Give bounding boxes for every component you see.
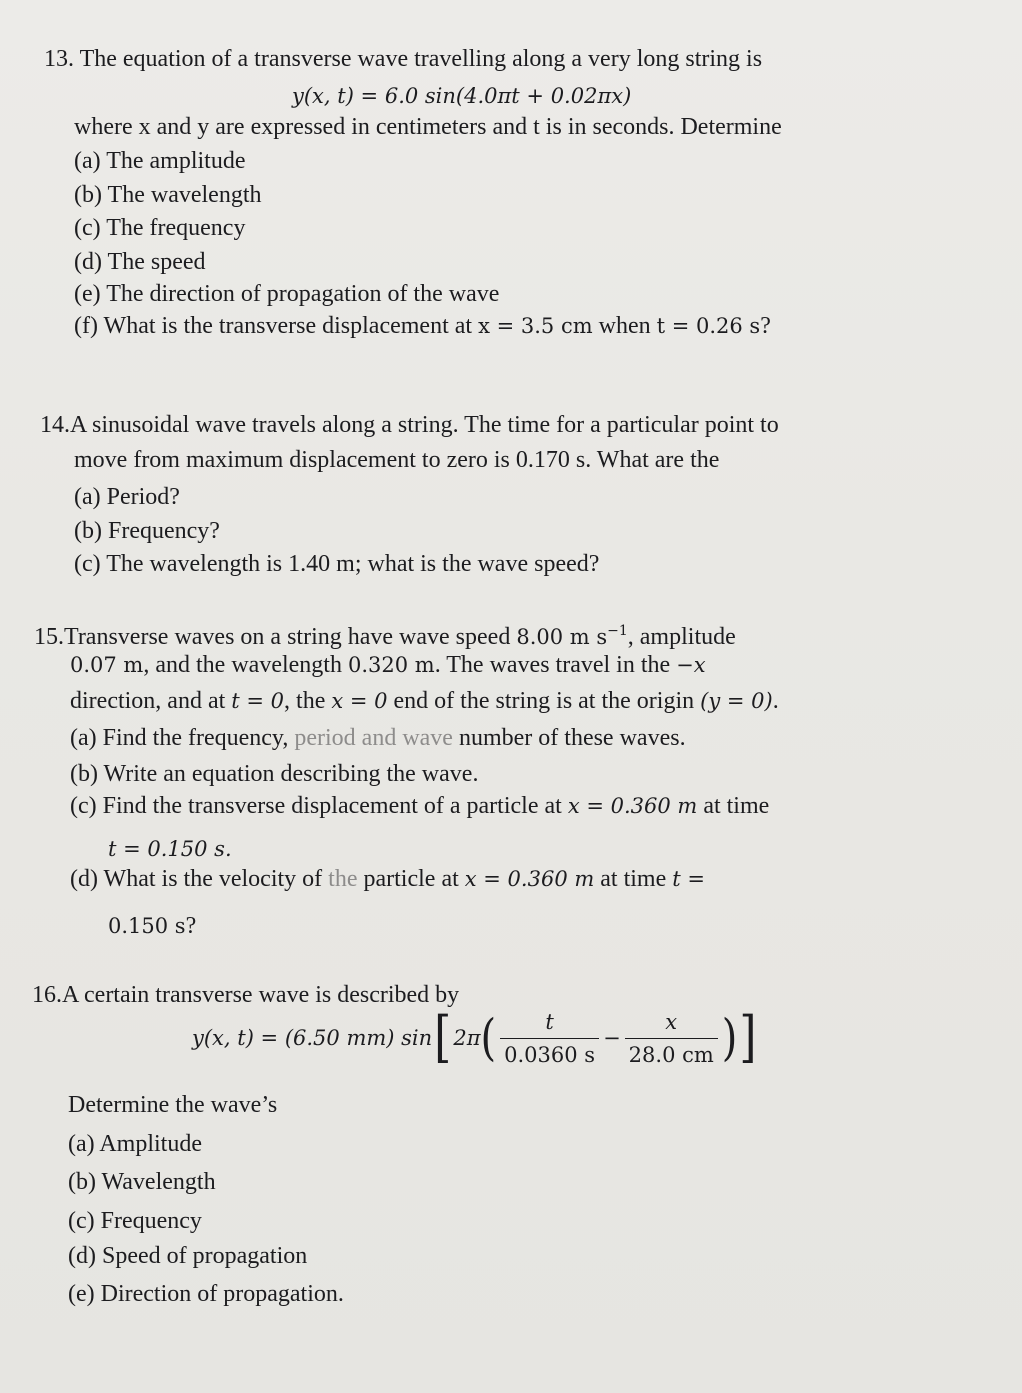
- q15-c-text: (c) Find the transverse displacement of a particle at: [70, 793, 562, 819]
- q15-speed: 8.00 m s: [516, 625, 608, 649]
- q15-d-line2: [108, 911, 196, 941]
- q15-direction: −x: [676, 653, 706, 677]
- q16-eq-open-bracket: [: [434, 1005, 452, 1070]
- q15-a-faded: period and wave: [294, 725, 453, 751]
- q15-line3: [70, 686, 779, 716]
- q15-d-text-a: (d) What is the velocity of: [70, 866, 323, 892]
- q16-eq-frac-t: [500, 1010, 599, 1067]
- q15-d-text-b: particle at: [363, 866, 459, 892]
- q13-f-x: x = 3.5 cm: [478, 314, 593, 338]
- q15-a-start: (a) Find the frequency,: [70, 725, 289, 751]
- q16-eq-close-paren: ): [721, 1009, 738, 1067]
- q14-text1: A sinusoidal wave travels along a string. The time for a particular point to: [70, 412, 779, 438]
- q16-eq-two-pi: 2π: [453, 1026, 481, 1050]
- q16-determine: Determine the wave’s: [68, 1092, 278, 1118]
- q14-line1: [40, 410, 779, 440]
- q13-where: where x and y are expressed in centimeters and t is in seconds. Determine: [74, 114, 782, 140]
- q16-intro: A certain transverse wave is described by: [62, 982, 460, 1008]
- q15-line1: [34, 616, 736, 652]
- q16-part-b: (b) Wavelength: [68, 1169, 216, 1195]
- q15-part-a: [70, 723, 686, 753]
- q15-c-t: t = 0.150 s.: [108, 837, 232, 861]
- q15-text3e: end of the string is at the origin: [393, 688, 695, 714]
- q15-text1: Transverse waves on a string have wave speed: [64, 624, 511, 650]
- q14-number: 14.: [40, 412, 70, 438]
- q15-line2: [70, 650, 706, 680]
- q15-a-end: number of these waves.: [458, 725, 686, 751]
- q13-part-c: (c) The frequency: [74, 215, 246, 241]
- q15-d-t: t =: [672, 867, 705, 891]
- q15-text3a: direction, and at: [70, 688, 226, 714]
- q15-text2d: . The waves travel in the: [434, 652, 671, 678]
- q16-equation: [192, 1002, 759, 1074]
- q14-part-c: (c) The wavelength is 1.40 m; what is the wave speed?: [74, 551, 600, 577]
- q15-d-time: at time: [600, 866, 667, 892]
- q15-t0: t = 0: [231, 689, 285, 713]
- q13-part-b: (b) The wavelength: [74, 182, 262, 208]
- q15-text3g: .: [772, 688, 779, 714]
- q13-f-text: (f) What is the transverse displacement at: [74, 313, 473, 339]
- q13-part-a: (a) The amplitude: [74, 148, 246, 174]
- q16-eq-t-den: 0.0360 s: [500, 1038, 599, 1067]
- q13-intro-line: [44, 44, 762, 74]
- q16-eq-lhs: y(x, t) = (6.50 mm) sin: [192, 1026, 433, 1050]
- q16-eq-minus: −: [603, 1026, 621, 1050]
- q16-eq-open-paren: (: [480, 1009, 497, 1067]
- q16-part-e: (e) Direction of propagation.: [68, 1281, 344, 1307]
- q13-part-e: (e) The direction of propagation of the wave: [74, 281, 500, 307]
- q15-d-faded: the: [328, 866, 358, 892]
- q14-line2: move from maximum displacement to zero is 0.170 s. What are the: [74, 447, 720, 473]
- q15-wavelength: 0.320 m: [347, 653, 435, 677]
- q15-amplitude: 0.07 m: [70, 653, 144, 677]
- q15-text2b: , and the wavelength: [143, 652, 342, 678]
- q15-part-c: [70, 791, 769, 821]
- q13-part-d: (d) The speed: [74, 249, 206, 275]
- q15-number: 15.: [34, 624, 64, 650]
- q16-eq-close-bracket: ]: [739, 1005, 757, 1070]
- q16-part-c: (c) Frequency: [68, 1208, 202, 1234]
- q16-part-a: (a) Amplitude: [68, 1131, 202, 1157]
- q14-part-a: (a) Period?: [74, 484, 180, 510]
- q13-equation: y(x, t) = 6.0 sin(4.0πt + 0.02πx): [292, 84, 632, 108]
- q16-eq-x-den: 28.0 cm: [625, 1038, 718, 1067]
- q15-d-x: x = 0.360 m: [464, 867, 595, 891]
- q16-number: 16.: [32, 982, 62, 1008]
- q13-f-when: when: [598, 313, 651, 339]
- q15-text1b: , amplitude: [627, 624, 736, 650]
- q15-d-t2: 0.150 s: [108, 914, 186, 938]
- q15-x0: x = 0: [331, 689, 388, 713]
- q13-f-t: t = 0.26 s: [656, 314, 761, 338]
- q13-number: 13.: [44, 46, 74, 72]
- q16-eq-frac-x: [625, 1010, 718, 1067]
- q13-intro: The equation of a transverse wave travelling along a very long string is: [79, 46, 763, 72]
- q16-eq-t-num: t: [545, 1009, 554, 1034]
- q15-y0: (y = 0): [700, 689, 773, 713]
- q15-text3c: , the: [284, 688, 326, 714]
- q15-c-time: at time: [703, 793, 770, 819]
- q15-part-d: [70, 864, 705, 894]
- q15-d-end: ?: [185, 913, 197, 939]
- q13-f-end: ?: [760, 313, 771, 339]
- q15-part-b: (b) Write an equation describing the wave.: [70, 761, 479, 787]
- q14-part-b: (b) Frequency?: [74, 518, 220, 544]
- q15-c-x: x = 0.360 m: [567, 794, 698, 818]
- q15-speed-sup: −1: [607, 623, 628, 639]
- q16-eq-x-num: x: [665, 1009, 678, 1034]
- q13-part-f: [74, 311, 771, 341]
- q16-part-d: (d) Speed of propagation: [68, 1243, 308, 1269]
